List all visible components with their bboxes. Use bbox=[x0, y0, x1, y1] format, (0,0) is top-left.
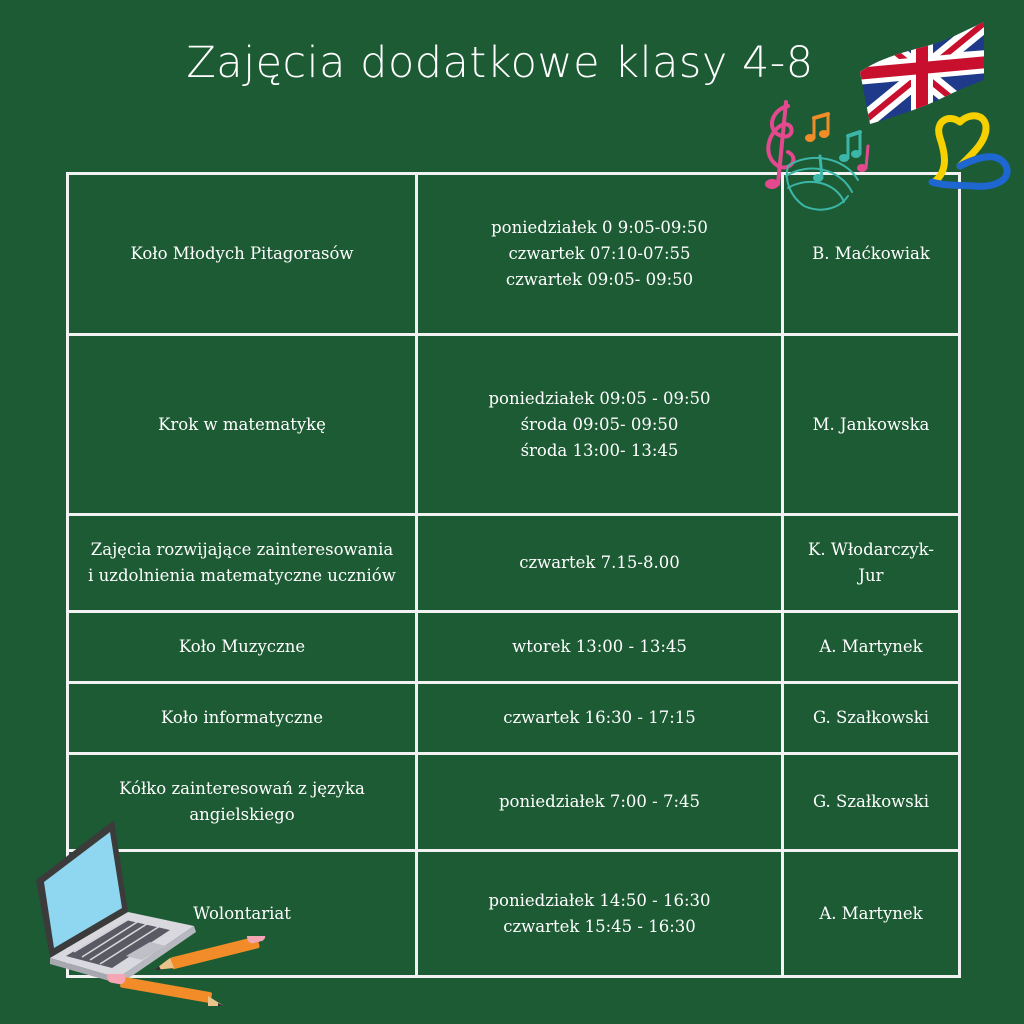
activity-name: Wolontariat bbox=[68, 851, 417, 977]
activity-teacher: G. Szałkowski bbox=[783, 754, 960, 851]
table-row bbox=[68, 754, 960, 851]
activity-times: poniedziałek 7:00 - 7:45 bbox=[417, 754, 783, 851]
schedule-table bbox=[66, 172, 961, 978]
activity-teacher: K. Włodarczyk-Jur bbox=[783, 515, 960, 612]
table-row bbox=[68, 683, 960, 754]
activity-name: Zajęcia rozwijające zainteresowania i uzdolnienia matematyczne uczniów bbox=[68, 515, 417, 612]
activity-name: Kółko zainteresowań z języka angielskiego bbox=[68, 754, 417, 851]
activity-teacher: G. Szałkowski bbox=[783, 683, 960, 754]
table-row bbox=[68, 335, 960, 515]
activity-times: czwartek 16:30 - 17:15 bbox=[417, 683, 783, 754]
activity-times: poniedziałek 14:50 - 16:30 czwartek 15:45 - 16:30 bbox=[417, 851, 783, 977]
activity-times: wtorek 13:00 - 13:45 bbox=[417, 612, 783, 683]
activity-teacher: M. Jankowska bbox=[783, 335, 960, 515]
ukraine-heart-icon bbox=[920, 110, 1016, 196]
activity-teacher: A. Martynek bbox=[783, 851, 960, 977]
activity-times: poniedziałek 0 9:05-09:50 czwartek 07:10-07:55 czwartek 09:05- 09:50 bbox=[417, 174, 783, 335]
activity-name: Krok w matematykę bbox=[68, 335, 417, 515]
activity-times: poniedziałek 09:05 - 09:50 środa 09:05- 09:50 środa 13:00- 13:45 bbox=[417, 335, 783, 515]
table-row bbox=[68, 515, 960, 612]
activity-teacher: A. Martynek bbox=[783, 612, 960, 683]
pencil-icon bbox=[150, 936, 274, 976]
activity-name: Koło Młodych Pitagorasów bbox=[68, 174, 417, 335]
activity-name: Koło informatyczne bbox=[68, 683, 417, 754]
page-title: Zajęcia dodatkowe klasy 4-8 bbox=[186, 38, 814, 88]
activity-teacher: B. Maćkowiak bbox=[783, 174, 960, 335]
activity-times: czwartek 7.15-8.00 bbox=[417, 515, 783, 612]
activity-name: Koło Muzyczne bbox=[68, 612, 417, 683]
pencil-icon bbox=[104, 974, 228, 1010]
music-notes-icon bbox=[748, 96, 880, 220]
table-row bbox=[68, 612, 960, 683]
